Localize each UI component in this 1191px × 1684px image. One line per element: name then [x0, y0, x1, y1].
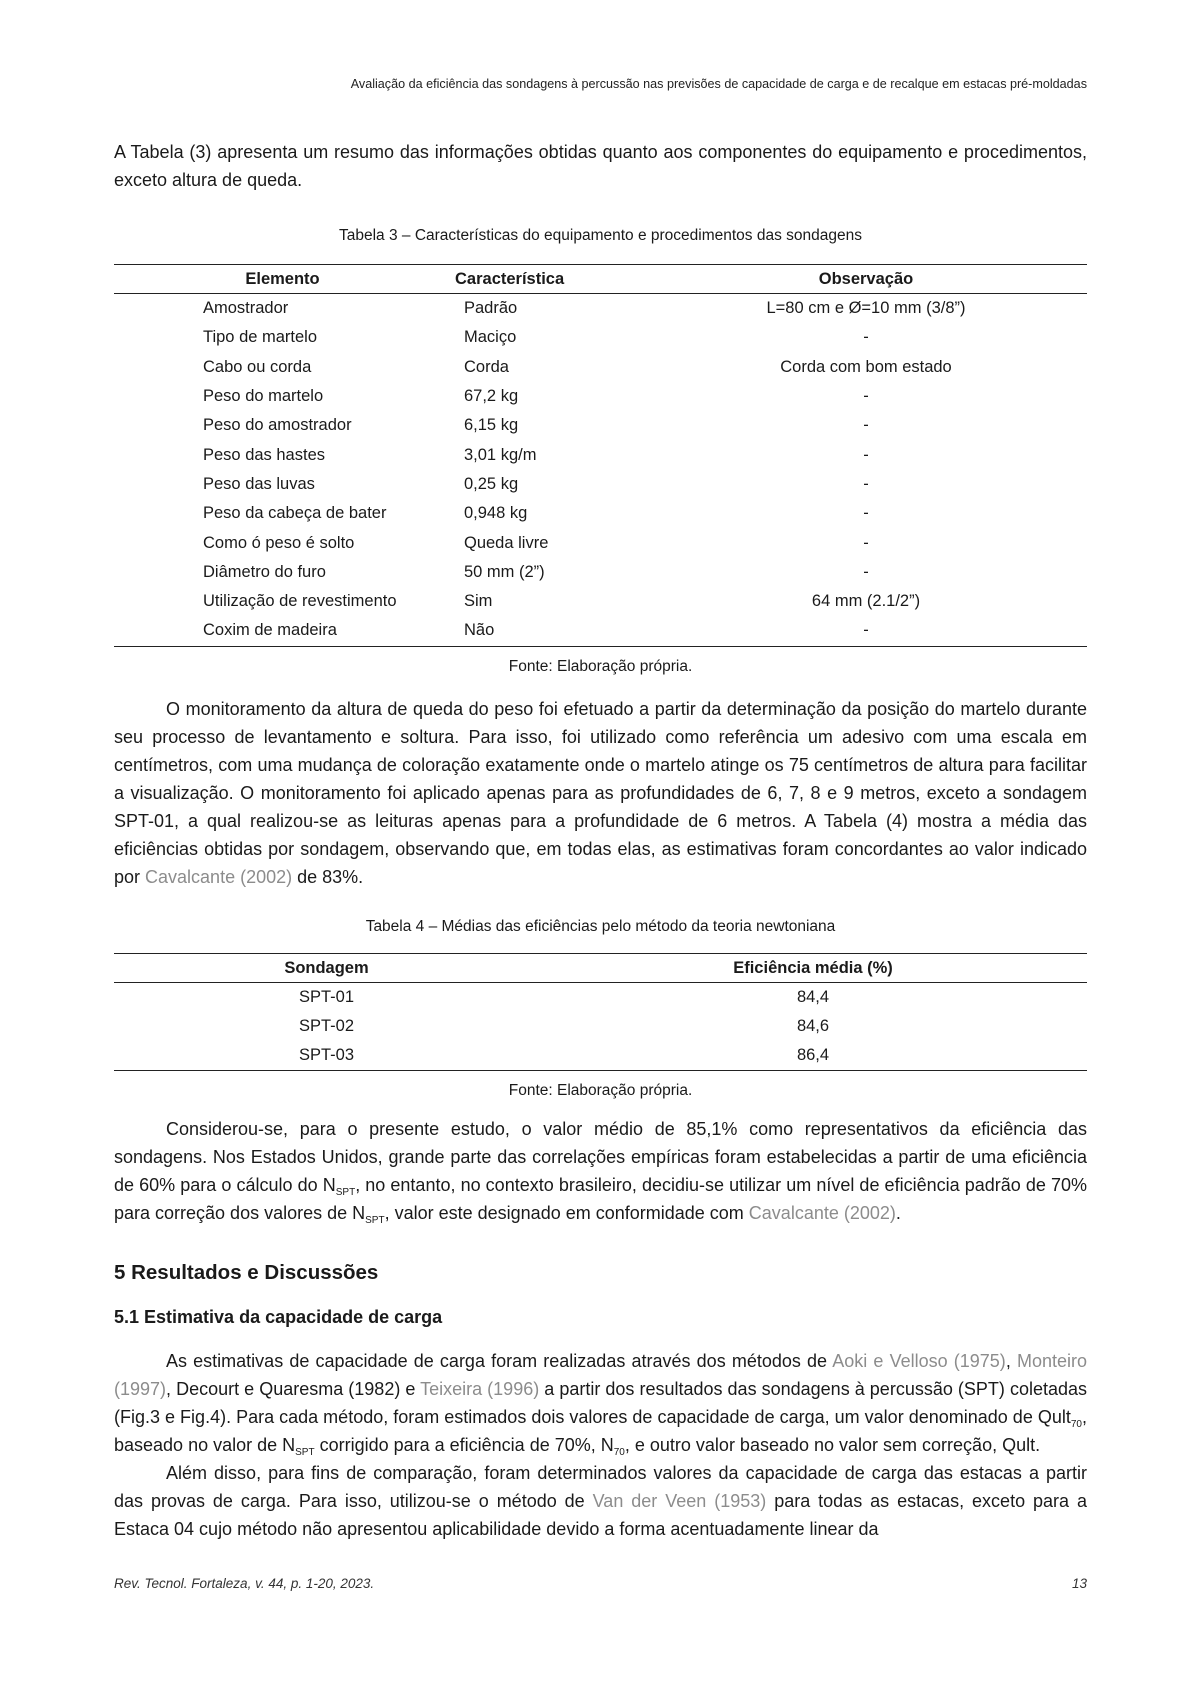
table-cell: Peso do martelo: [203, 387, 324, 406]
table-cell: SPT-01: [298, 987, 355, 1006]
table-cell: -: [645, 616, 1087, 646]
paragraph-text: .: [895, 1203, 901, 1224]
table-cell: 84,4: [796, 987, 830, 1006]
table-cell: Corda: [464, 357, 509, 376]
table-cell: Queda livre: [464, 533, 549, 552]
table-row: [114, 382, 1087, 411]
table-cell: Peso do amostrador: [203, 416, 352, 435]
table-cell-wrap: [451, 440, 645, 469]
table3-header-observacao: Observação: [645, 265, 1087, 294]
paragraph-text: de 83%.: [292, 866, 364, 887]
table-cell: 6,15 kg: [464, 416, 519, 435]
table-cell-wrap: [451, 382, 645, 411]
table-row: [114, 982, 1087, 1012]
table-cell: SPT-03: [114, 1041, 539, 1071]
table-row: [114, 353, 1087, 382]
table-cell-wrap: [451, 411, 645, 440]
table-3: [114, 264, 1087, 647]
paragraph-text: , baseado no valor de N: [114, 1407, 1087, 1456]
table-cell: Como ó peso é solto: [203, 533, 355, 552]
table-cell: 67,2 kg: [464, 387, 519, 406]
table-cell: Sim: [464, 592, 493, 611]
article-body: [114, 138, 1087, 1543]
running-header: Avaliação da eficiência das sondagens à percussão nas previsões de capacidade de carga e de recalque em estacas pré-moldadas: [350, 77, 1087, 91]
table3-caption: Tabela 3 – Características do equipamento e procedimentos das sondagens: [338, 227, 863, 244]
table-row: [114, 616, 1087, 646]
table-cell: SPT-02: [298, 1017, 355, 1035]
subscript: SPT: [335, 1187, 356, 1199]
paragraph-text: As estimativas de capacidade de carga foram realizadas através dos métodos de: [166, 1351, 833, 1372]
table-cell: Maciço: [464, 328, 517, 347]
table-cell-wrap: [451, 294, 645, 324]
table4-caption: Tabela 4 – Médias das eficiências pelo método da teoria newtoniana: [365, 917, 836, 935]
citation-link[interactable]: Van der Veen (1953): [592, 1491, 767, 1512]
load-test-paragraph: [114, 1459, 1087, 1543]
citation-link[interactable]: Monteiro (1997): [114, 1351, 1088, 1400]
paragraph-text: , valor este designado em conformidade com: [384, 1203, 749, 1224]
citation-link[interactable]: Aoki e Velloso (1975): [832, 1351, 1006, 1372]
table3-header-elemento: Elemento: [114, 265, 451, 294]
subscript: 70: [613, 1447, 625, 1459]
table-cell-wrap: [451, 528, 645, 557]
table-row: [114, 499, 1087, 528]
efficiency-paragraph: [114, 1115, 1087, 1227]
table-cell: Peso das luvas: [203, 474, 315, 493]
table-cell: -: [863, 387, 869, 406]
table3-source: Fonte: Elaboração própria.: [508, 657, 693, 675]
paragraph-text: O monitoramento da altura de queda do peso foi efetuado a partir da determinação da posição do martelo durante seu processo de levantamento e soltura. Para isso, foi utilizado como referência um adesivo com uma escala em centímetros, com uma mudança de coloração exatamente onde o martelo atinge os 75 centímetros de altura para facilitar a visualização. O monitoramento foi aplicado apenas para as profundidades de 6, 7, 8 e 9 metros, exceto a sondagem SPT-01, a qual realizou-se as leituras apenas para a profundidade de 6 metros. A Tabela (4) mostra a média das eficiências obtidas por sondagem, observando que, em todas elas, as estimativas foram concordantes ao valor indicado por: [114, 698, 1087, 887]
table-row: [114, 528, 1087, 557]
table-row: [114, 558, 1087, 587]
table-cell: -: [863, 328, 869, 347]
table-cell: 86,4: [539, 1041, 1087, 1071]
subscript: 70: [1070, 1419, 1082, 1431]
table-cell-wrap: [451, 558, 645, 587]
table-cell: 84,6: [796, 1017, 830, 1035]
footer-journal: Rev. Tecnol. Fortaleza, v. 44, p. 1-20, 2023.: [114, 1576, 375, 1591]
monitoring-paragraph: [114, 695, 1087, 891]
table-cell-wrap: [451, 470, 645, 499]
table-cell: 50 mm (2”): [464, 562, 545, 581]
table-cell: Corda com bom estado: [780, 357, 952, 376]
table-cell: -: [863, 416, 869, 435]
paragraph-text: Além disso, para fins de comparação, foram determinados valores da capacidade de carga das estacas a partir das provas de carga. Para isso, utilizou-se o método de: [114, 1463, 1087, 1512]
paragraph-text: , Decourt e Quaresma (1982) e: [166, 1379, 421, 1400]
table-cell: Cabo ou corda: [203, 357, 312, 376]
table-cell: Amostrador: [203, 299, 289, 318]
section-heading: 5 Resultados e Discussões: [114, 1261, 379, 1285]
table4-header-sondagem: Sondagem: [114, 953, 539, 982]
table-cell: -: [863, 533, 869, 552]
table-cell: 64 mm (2.1/2”): [811, 592, 921, 611]
table-cell: 0,948 kg: [464, 504, 528, 523]
paragraph-text: corrigido para a eficiência de 70%, N: [314, 1435, 614, 1456]
table-4: [114, 953, 1087, 1072]
subscript: SPT: [365, 1215, 385, 1227]
table-cell: Utilização de revestimento: [203, 592, 397, 611]
paragraph-text: para todas as estacas, exceto para a Estaca 04 cujo método não apresentou aplicabilidade devido a forma acentuadamente linear da: [114, 1491, 1087, 1540]
table-cell-wrap: [451, 323, 645, 352]
table-cell: Não: [464, 621, 495, 640]
citation-link[interactable]: Cavalcante (2002): [748, 1203, 896, 1224]
table-row: [114, 323, 1087, 352]
table-cell: Peso das hastes: [203, 445, 325, 464]
table-row: [114, 440, 1087, 469]
table-cell: -: [863, 474, 869, 493]
table-cell-wrap: [451, 616, 645, 646]
paragraph-text: ,: [1005, 1351, 1017, 1372]
table-row: [114, 470, 1087, 499]
table4-header-eficiencia: Eficiência média (%): [539, 953, 1087, 982]
table-row: [114, 1041, 1087, 1071]
table-cell: 0,25 kg: [464, 474, 519, 493]
page-number: 13: [1071, 1576, 1087, 1591]
table-cell-wrap: [451, 353, 645, 382]
table-cell: -: [863, 504, 869, 523]
table-cell: Tipo de martelo: [203, 328, 318, 347]
paragraph-text: Considerou-se, para o presente estudo, o valor médio de 85,1% como representativos da eficiência das sondagens. Nos Estados Unidos, grande parte das correlações empíricas foram estabelecidas a partir de uma eficiência de 60% para o cálculo do N: [114, 1119, 1087, 1196]
paragraph-text: , e outro valor baseado no valor sem correção, Qult.: [624, 1435, 1041, 1456]
table3-header-caracteristica: Característica: [451, 265, 645, 294]
table-cell-wrap: [451, 499, 645, 528]
table-row: [114, 1012, 1087, 1041]
citation-link[interactable]: Cavalcante (2002): [145, 866, 293, 887]
table-row: [114, 294, 1087, 324]
citation-link[interactable]: Teixeira (1996): [420, 1379, 540, 1400]
table-cell: Coxim de madeira: [114, 616, 451, 646]
table-cell: Padrão: [464, 299, 518, 318]
table-cell: Diâmetro do furo: [203, 562, 326, 581]
table-cell: -: [863, 445, 869, 464]
paragraph-text: a partir dos resultados das sondagens à percussão (SPT) coletadas (Fig.3 e Fig.4). Para cada método, foram estimados dois valores de capacidade de carga, um valor denominado de Qult: [114, 1379, 1087, 1428]
subscript: SPT: [295, 1447, 315, 1459]
subsection-heading: 5.1 Estimativa da capacidade de carga: [114, 1307, 443, 1328]
intro-paragraph: A Tabela (3) apresenta um resumo das informações obtidas quanto aos componentes do equipamento e procedimentos, exceto altura de queda.: [114, 142, 1087, 190]
table-cell: -: [863, 562, 869, 581]
table-row: [114, 587, 1087, 616]
table-cell: 3,01 kg/m: [464, 445, 537, 464]
table4-source: Fonte: Elaboração própria.: [508, 1082, 693, 1100]
table-cell-wrap: [451, 587, 645, 616]
paragraph-text: , no entanto, no contexto brasileiro, decidiu-se utilizar um nível de eficiência padrão de 70% para correção dos valores de N: [114, 1175, 1087, 1224]
estimates-paragraph: [114, 1347, 1087, 1459]
table-cell: L=80 cm e Ø=10 mm (3/8”): [766, 299, 966, 318]
table-cell: Peso da cabeça de bater: [203, 504, 387, 523]
table-row: [114, 411, 1087, 440]
